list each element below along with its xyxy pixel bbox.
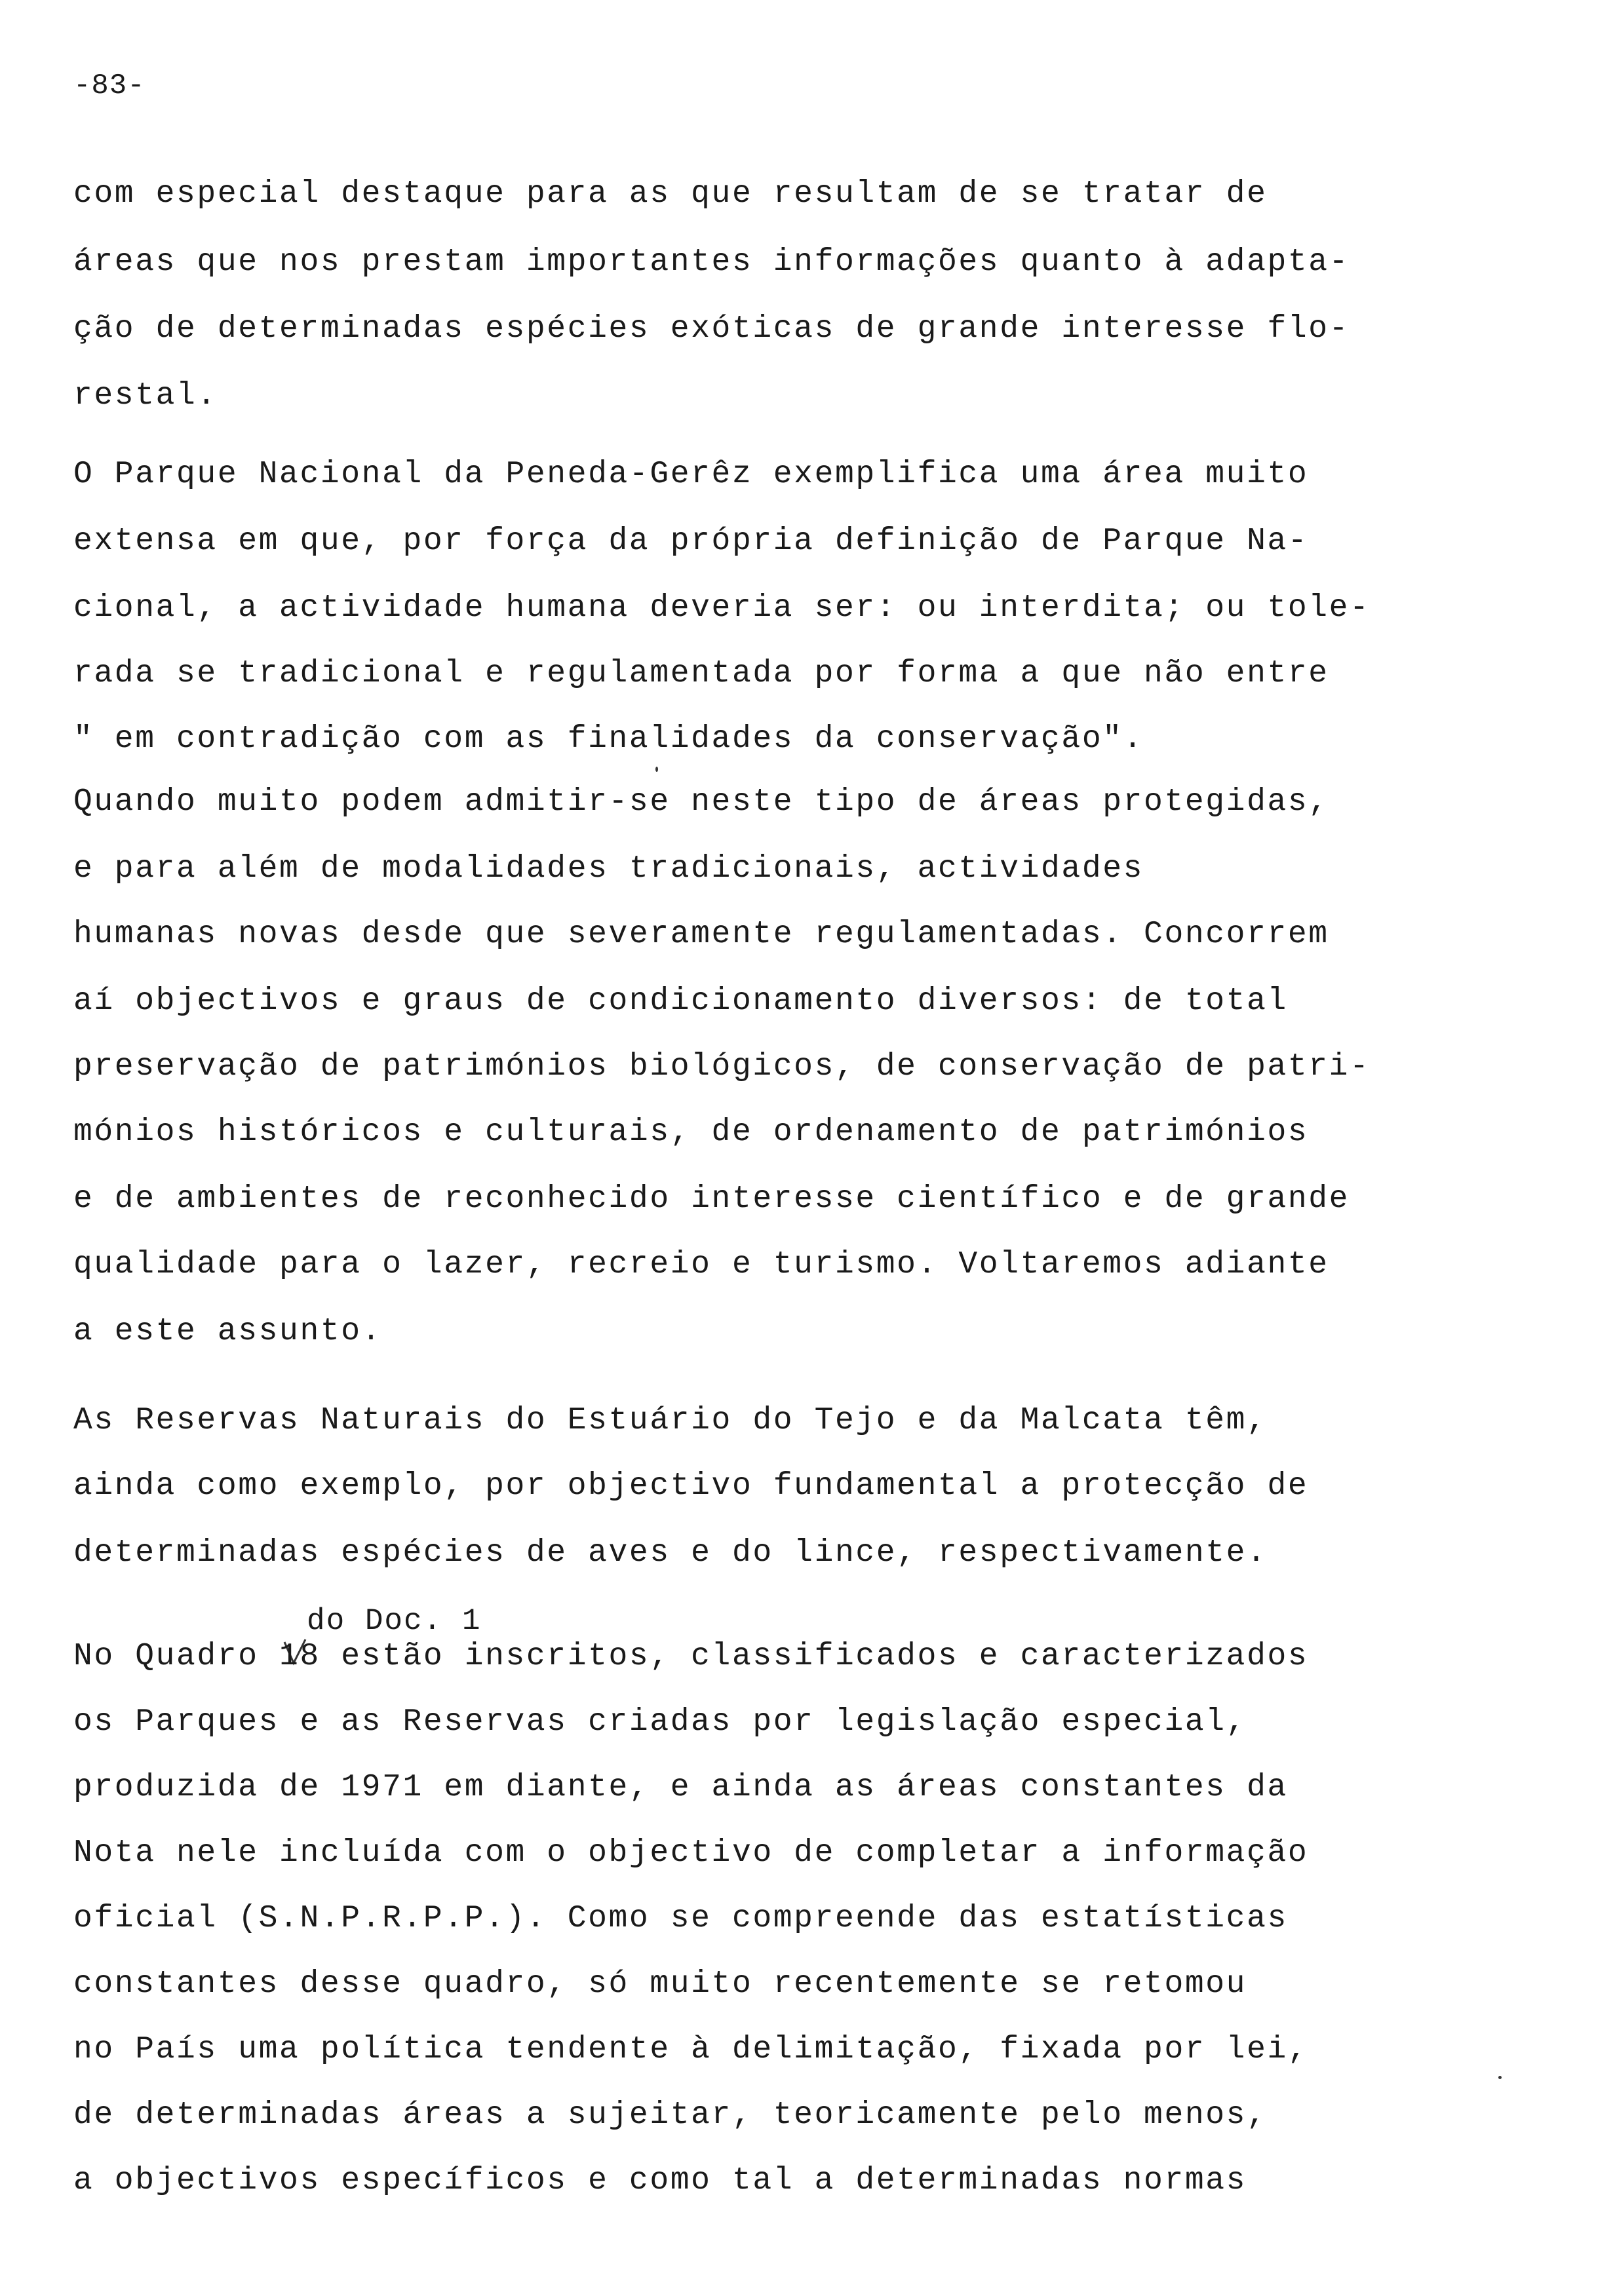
text-line: restal. xyxy=(73,378,218,413)
text-line: os Parques e as Reservas criadas por legislação especial, xyxy=(73,1704,1247,1740)
text-line: e de ambientes de reconhecido interesse científico e de grande xyxy=(73,1181,1350,1217)
page-number: -83- xyxy=(73,69,146,102)
text-line: Nota nele incluída com o objectivo de completar a informação xyxy=(73,1835,1309,1871)
text-line: humanas novas desde que severamente regulamentadas. Concorrem xyxy=(73,917,1329,952)
text-line: a objectivos específicos e como tal a determinadas normas xyxy=(73,2163,1247,2198)
text-line: preservação de patrimónios biológicos, de conservação de patri- xyxy=(73,1049,1371,1084)
text-line: " em contradição com as finalidades da conservação". xyxy=(73,721,1144,757)
text-line: de determinadas áreas a sujeitar, teoricamente pelo menos, xyxy=(73,2097,1268,2133)
text-line: rada se tradicional e regulamentada por forma a que não entre xyxy=(73,656,1329,691)
text-line: Quando muito podem admitir-se neste tipo de áreas protegidas, xyxy=(73,784,1329,820)
text-line: com especial destaque para as que resultam de se tratar de xyxy=(73,176,1268,212)
text-line: extensa em que, por força da própria definição de Parque Na- xyxy=(73,524,1309,559)
text-line: cional, a actividade humana deveria ser: ou interdita; ou tole- xyxy=(73,590,1371,626)
text-line: ção de determinadas espécies exóticas de grande interesse flo- xyxy=(73,311,1350,347)
text-line: No Quadro 18 estão inscritos, classificados e caracterizados xyxy=(73,1639,1309,1674)
text-line: áreas que nos prestam importantes informações quanto à adapta- xyxy=(73,244,1350,280)
text-line: determinadas espécies de aves e do lince, respectivamente. xyxy=(73,1535,1268,1571)
text-line: qualidade para o lazer, recreio e turismo. Voltaremos adiante xyxy=(73,1247,1329,1282)
scan-speck xyxy=(1498,2076,1502,2079)
text-line: ainda como exemplo, por objectivo fundamental a protecção de xyxy=(73,1468,1309,1504)
text-line: constantes desse quadro, só muito recentemente se retomou xyxy=(73,1966,1247,2002)
text-line: aí objectivos e graus de condicionamento diversos: de total xyxy=(73,984,1288,1019)
text-line: produzida de 1971 em diante, e ainda as áreas constantes da xyxy=(73,1770,1288,1805)
text-line: mónios históricos e culturais, de ordenamento de patrimónios xyxy=(73,1115,1309,1150)
text-line: O Parque Nacional da Peneda-Gerêz exemplifica uma área muito xyxy=(73,457,1309,492)
text-line: As Reservas Naturais do Estuário do Tejo e da Malcata têm, xyxy=(73,1403,1268,1438)
text-line: e para além de modalidades tradicionais, actividades xyxy=(73,851,1144,887)
handwritten-annotation: do Doc. 1 xyxy=(307,1604,482,1638)
scan-speck xyxy=(655,767,658,772)
text-line: a este assunto. xyxy=(73,1314,383,1349)
text-line: oficial (S.N.P.R.P.P.). Como se compreende das estatísticas xyxy=(73,1901,1288,1936)
text-line: no País uma política tendente à delimitação, fixada por lei, xyxy=(73,2032,1309,2067)
